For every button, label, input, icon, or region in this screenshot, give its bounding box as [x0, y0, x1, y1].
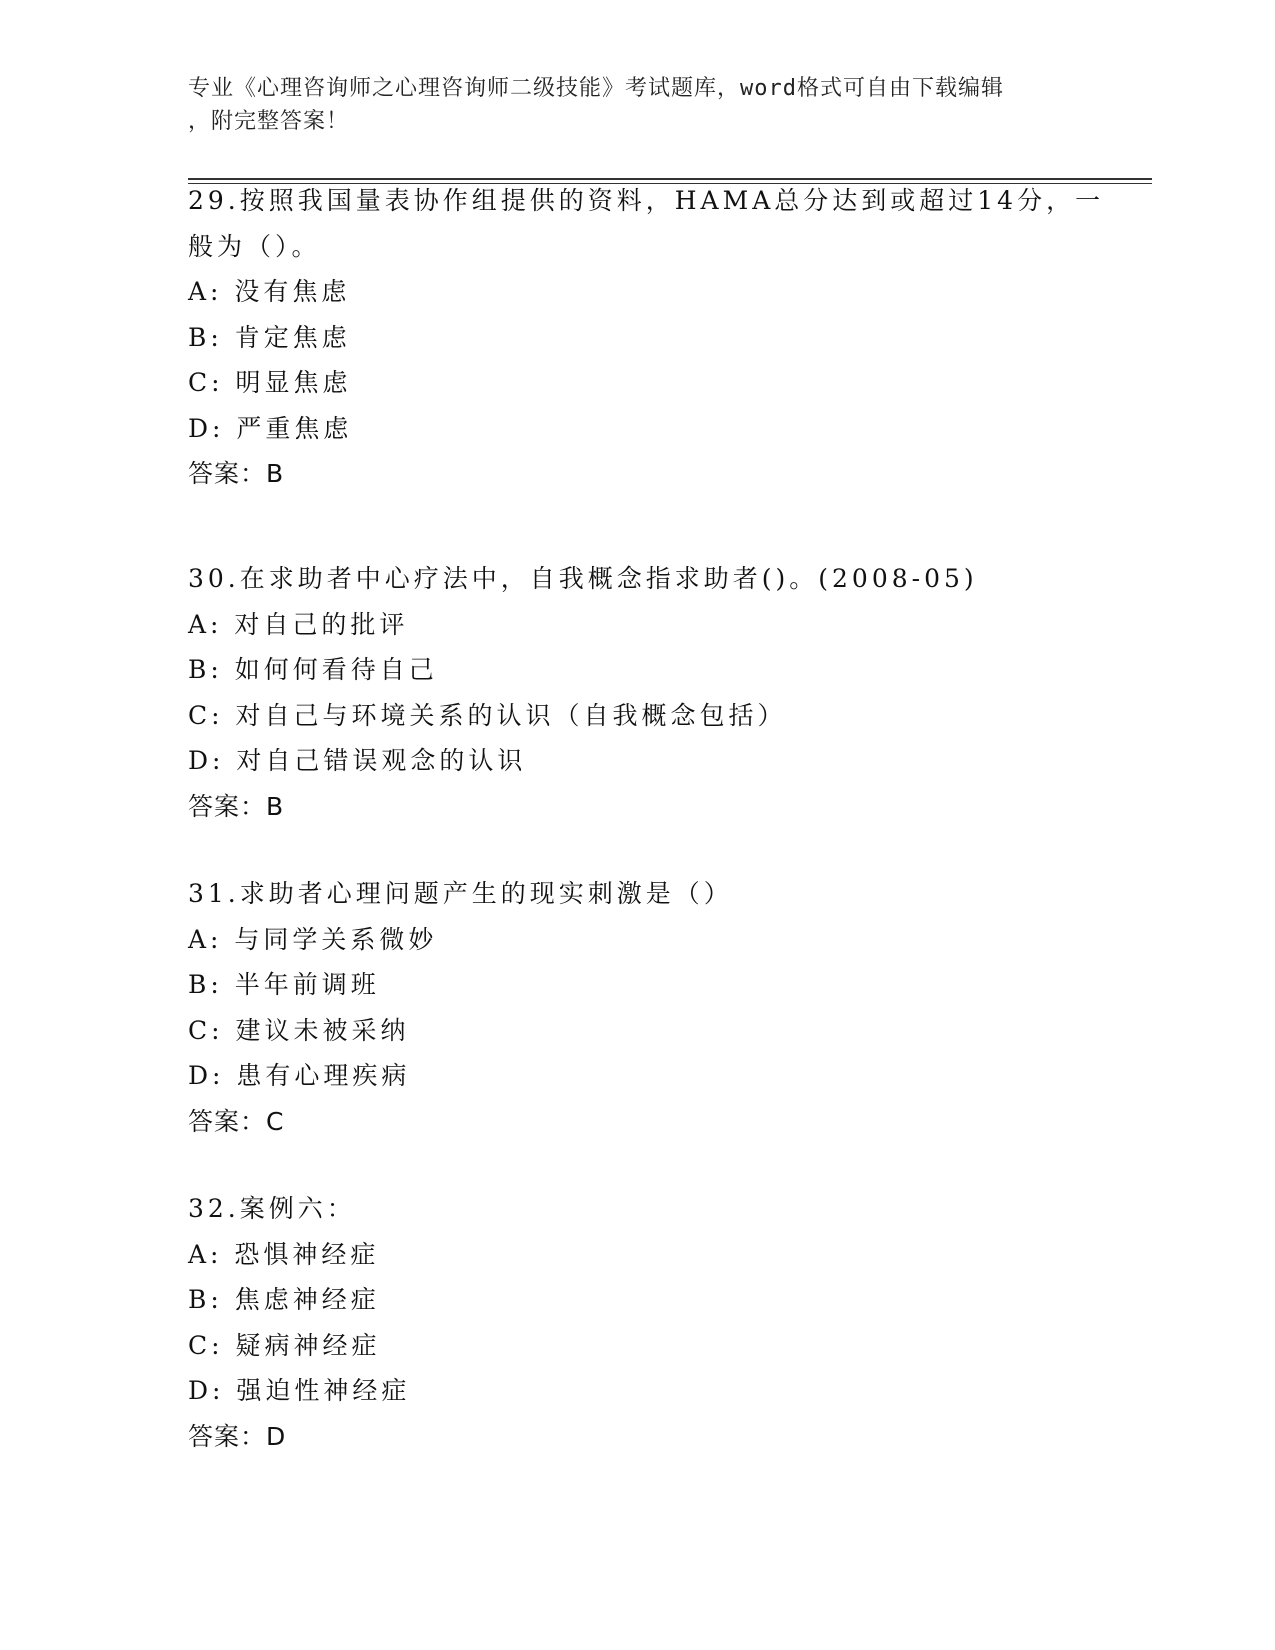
question-stem: 30.在求助者中心疗法中，自我概念指求助者()。(2008-05)	[188, 564, 978, 593]
option-b: B: 半年前调班	[188, 970, 380, 999]
option-d: D: 严重焦虑	[188, 413, 353, 443]
answer-line: 答案：C	[188, 1106, 285, 1136]
option-d: D: 对自己错误观念的认识	[188, 746, 527, 775]
question-29	[188, 178, 1105, 497]
answer-line: 答案：D	[188, 1421, 287, 1451]
option-b: B: 焦虑神经症	[188, 1285, 380, 1314]
document-header	[188, 72, 1068, 138]
question-stem: 32.案例六：	[188, 1194, 356, 1223]
option-a: A: 恐惧神经症	[188, 1239, 380, 1269]
question-stem: 31.求助者心理问题产生的现实刺激是（）	[188, 879, 733, 908]
question-32	[188, 1186, 1068, 1459]
question-stem: 般为（）。	[188, 231, 321, 261]
option-b: B: 肯定焦虑	[188, 322, 351, 352]
option-d: D: 强迫性神经症	[188, 1376, 411, 1405]
question-30	[188, 556, 1068, 829]
option-c: C: 明显焦虑	[188, 368, 352, 397]
option-a: A: 对自己的批评	[188, 609, 409, 639]
option-b: B: 如何何看待自己	[188, 655, 438, 684]
question-stem: 29.按照我国量表协作组提供的资料，HAMA总分达到或超过14分，一	[188, 186, 1105, 215]
header-line-1: 专业《心理咨询师之心理咨询师二级技能》考试题库，word格式可自由下载编辑	[188, 76, 1004, 101]
answer-line: 答案：B	[188, 791, 285, 821]
option-a: A: 没有焦虑	[188, 277, 351, 306]
answer-line: 答案：B	[188, 459, 285, 488]
header-line-2: ，附完整答案！	[188, 109, 350, 134]
option-a: A: 与同学关系微妙	[188, 924, 438, 954]
option-c: C: 疑病神经症	[188, 1330, 381, 1360]
option-c: C: 建议未被采纳	[188, 1015, 410, 1045]
option-d: D: 患有心理疾病	[188, 1061, 411, 1090]
option-c: C: 对自己与环境关系的认识（自我概念包括）	[188, 700, 787, 730]
question-31	[188, 871, 1068, 1144]
